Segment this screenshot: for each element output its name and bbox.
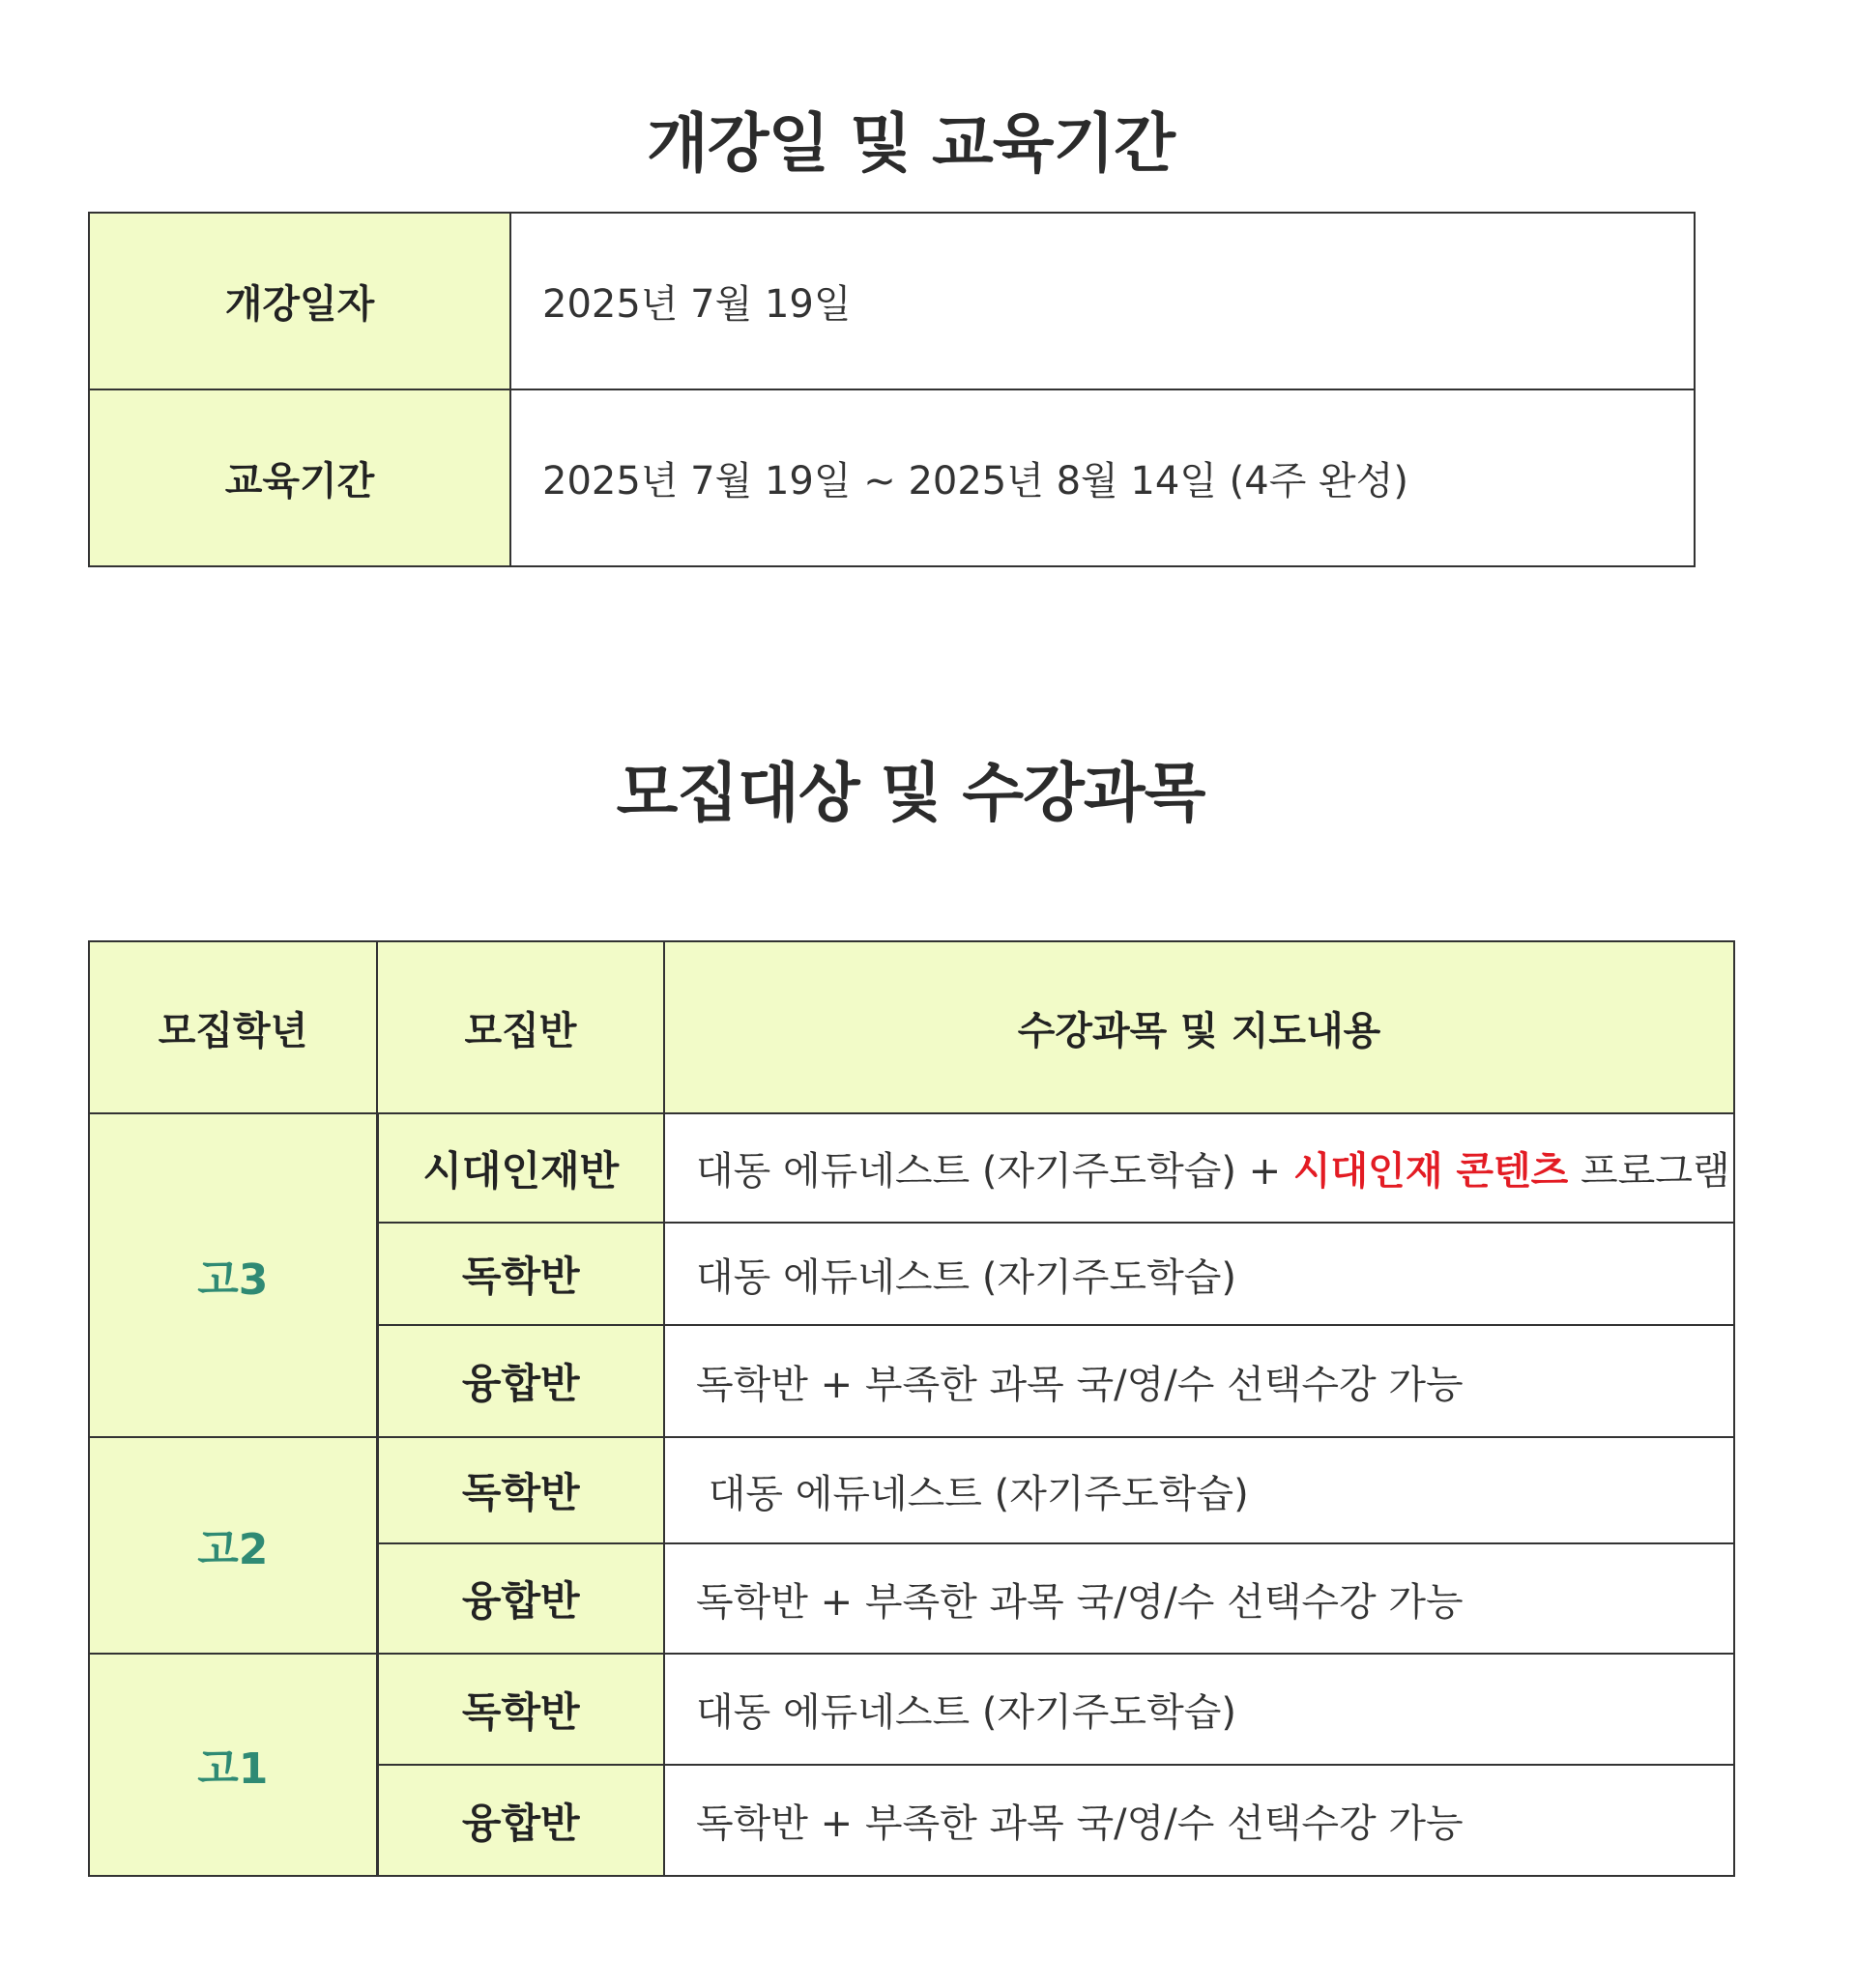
content-suffix: 프로그램: [1568, 1149, 1730, 1194]
table-row: [89, 1654, 1734, 1765]
class-cell: 독학반: [377, 1223, 664, 1325]
class-cell: 독학반: [377, 1437, 664, 1543]
content-cell: 독학반 + 부족한 과목 국/영/수 선택수강 가능: [664, 1325, 1734, 1437]
class-cell: 독학반: [377, 1654, 664, 1765]
content-highlight: 시대인재 콘텐츠: [1292, 1149, 1569, 1194]
schedule-title: 개강일 및 교육기간: [646, 106, 1174, 181]
class-cell: 융합반: [377, 1543, 664, 1654]
table-row: [89, 1113, 1734, 1223]
content-cell: [664, 1113, 1734, 1223]
class-cell: 시대인재반: [377, 1113, 664, 1223]
period-label: 교육기간: [89, 389, 510, 566]
content-prefix: 대동 에듀네스트 (자기주도학습) +: [696, 1149, 1293, 1194]
header-class: 모집반: [377, 941, 664, 1113]
grade-cell-1: 고1: [89, 1654, 377, 1876]
content-cell: 대동 에듀네스트 (자기주도학습): [664, 1437, 1734, 1543]
class-cell: 융합반: [377, 1765, 664, 1876]
recruitment-table: [88, 940, 1735, 1877]
schedule-row: [89, 213, 1695, 389]
content-cell: 독학반 + 부족한 과목 국/영/수 선택수강 가능: [664, 1765, 1734, 1876]
grade-cell-2: 고2: [89, 1437, 377, 1654]
schedule-row: [89, 389, 1695, 566]
class-cell: 융합반: [377, 1325, 664, 1437]
start-date-value: 2025년 7월 19일: [510, 213, 1695, 389]
recruitment-title: 모집대상 및 수강과목: [616, 756, 1205, 830]
table-header-row: [89, 941, 1734, 1113]
content-cell: 대동 에듀네스트 (자기주도학습): [664, 1654, 1734, 1765]
schedule-table: [88, 212, 1696, 567]
start-date-label: 개강일자: [89, 213, 510, 389]
header-grade: 모집학년: [89, 941, 377, 1113]
content-cell: 독학반 + 부족한 과목 국/영/수 선택수강 가능: [664, 1543, 1734, 1654]
content-cell: 대동 에듀네스트 (자기주도학습): [664, 1223, 1734, 1325]
period-value: 2025년 7월 19일 ~ 2025년 8월 14일 (4주 완성): [510, 389, 1695, 566]
table-row: [89, 1437, 1734, 1543]
grade-cell-3: 고3: [89, 1113, 377, 1437]
header-content: 수강과목 및 지도내용: [664, 941, 1734, 1113]
